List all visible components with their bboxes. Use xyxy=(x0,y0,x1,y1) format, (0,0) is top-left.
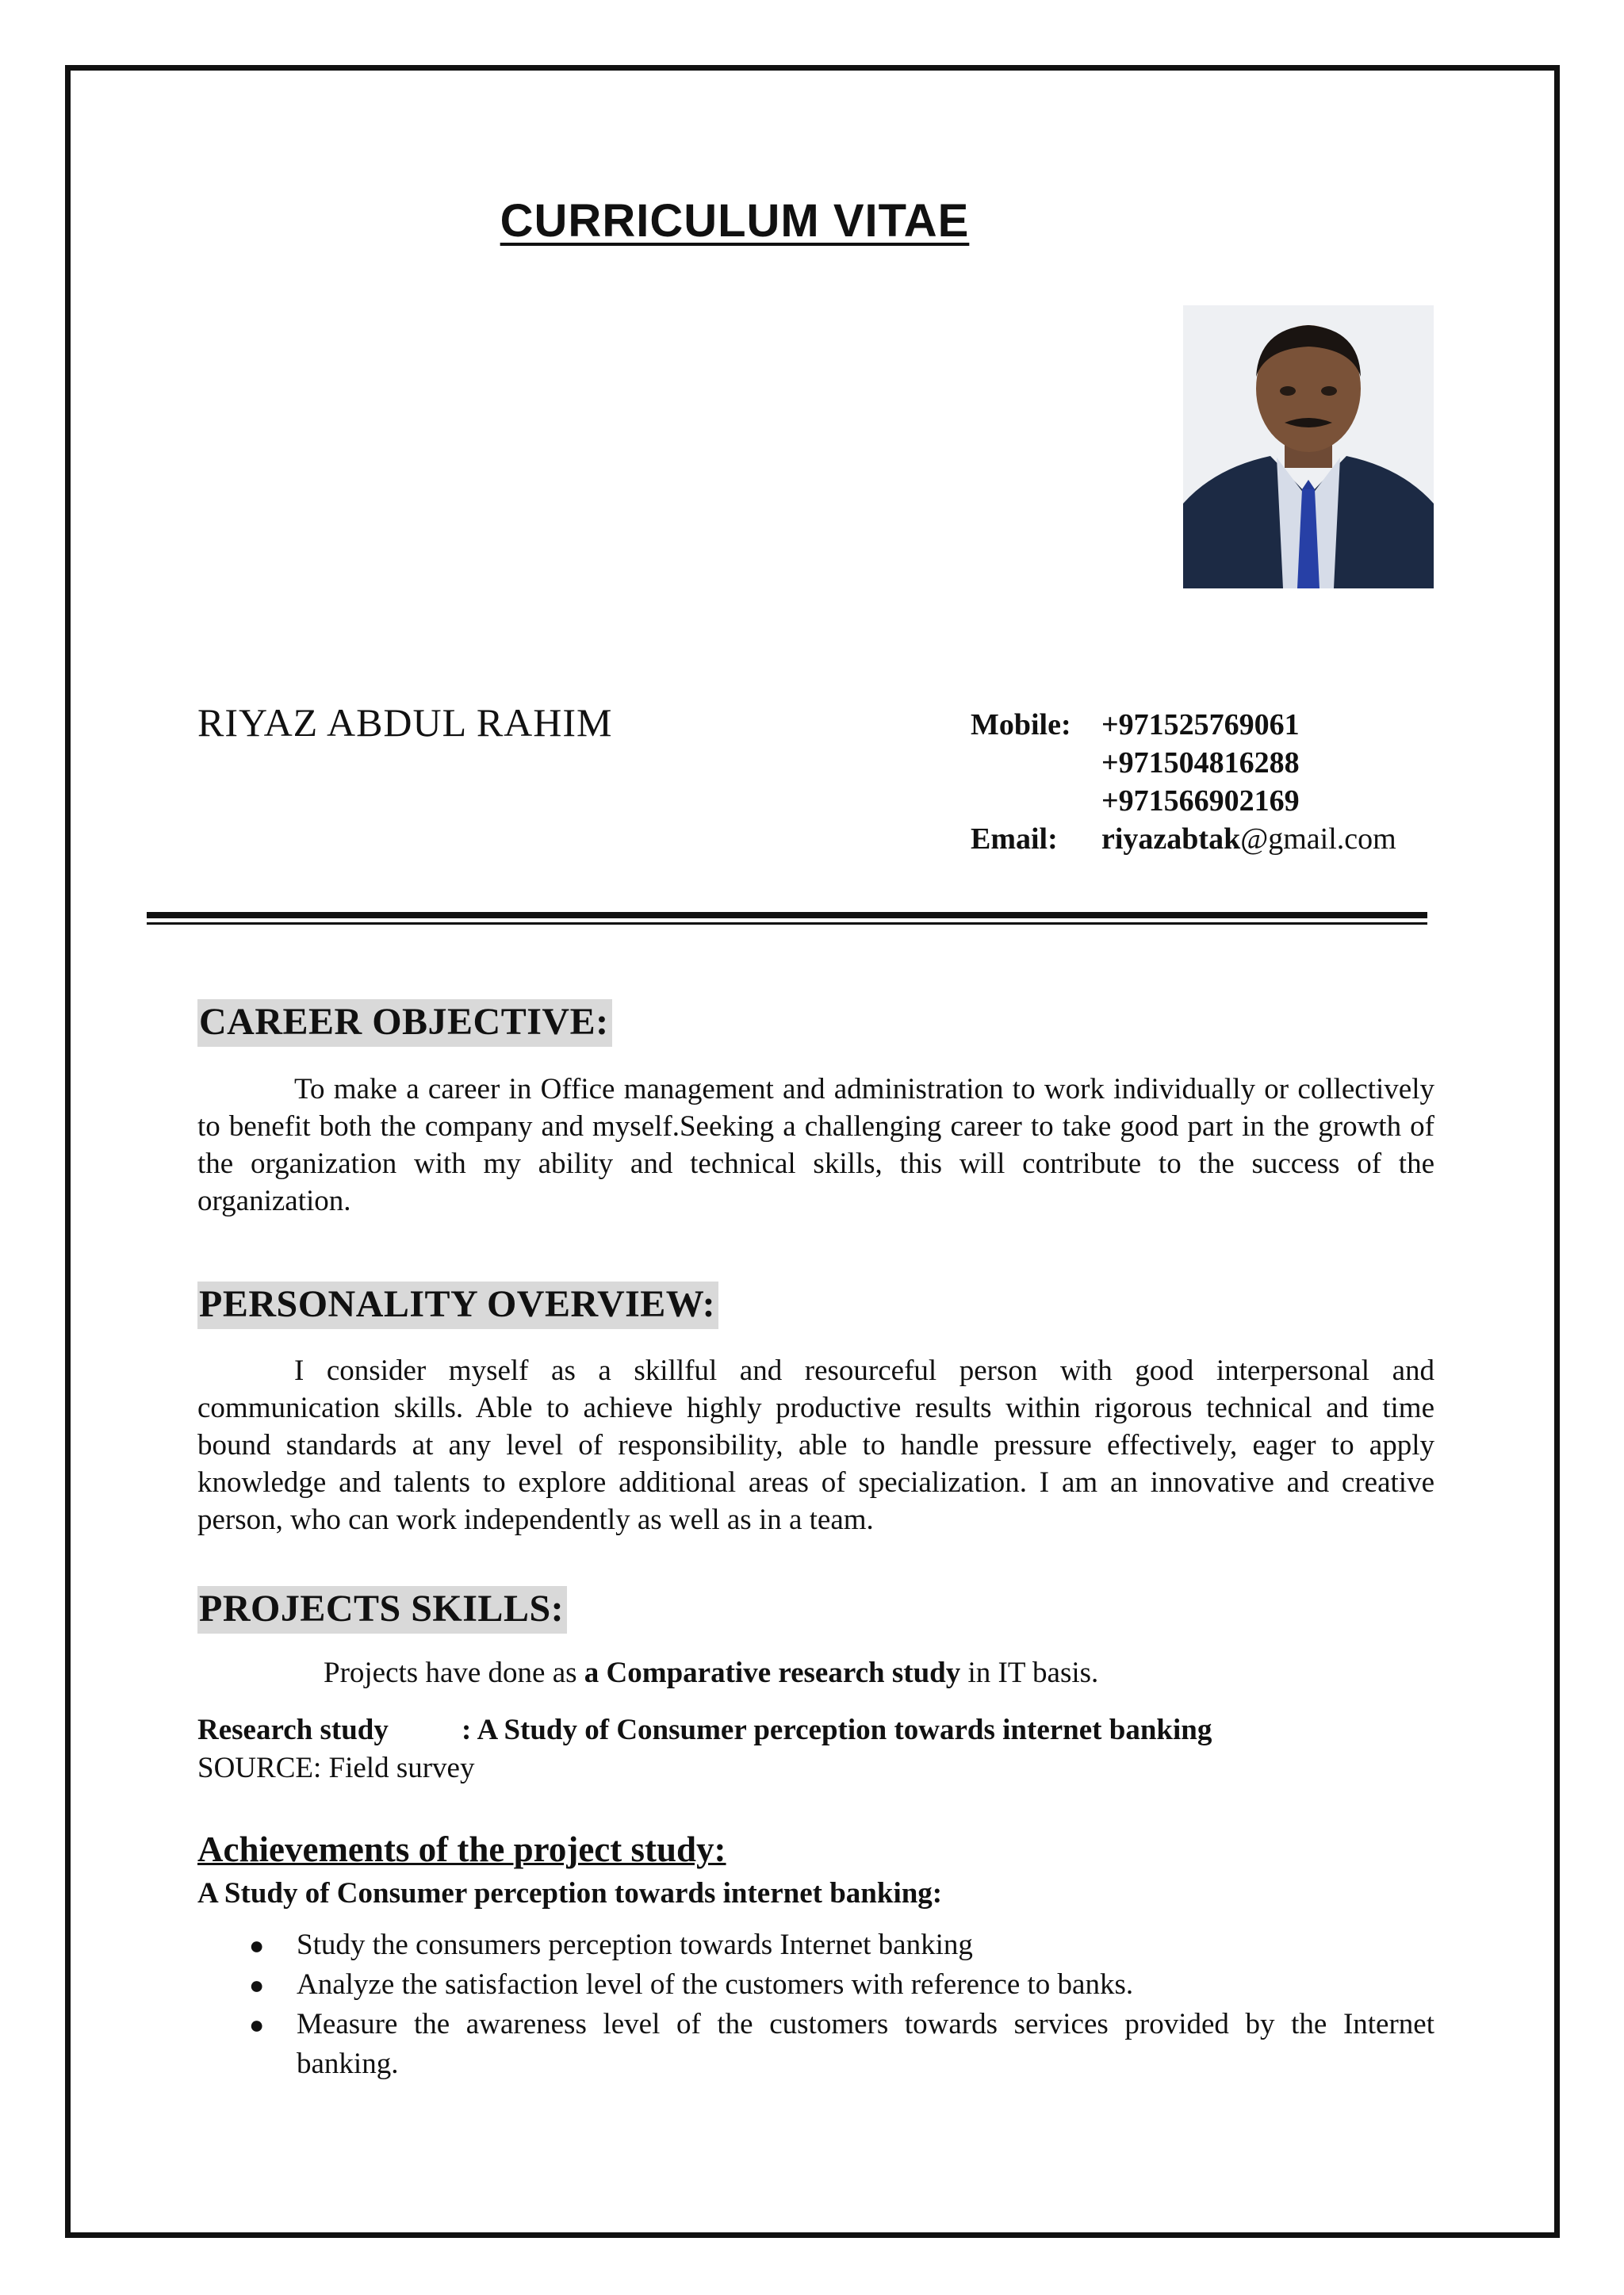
divider-thin xyxy=(147,922,1427,925)
list-item xyxy=(197,1925,1434,1965)
email-user: riyazabtak xyxy=(1101,822,1241,856)
achievement-text: Analyze the satisfaction level of the customers with reference to banks. xyxy=(297,1968,1134,2001)
list-item xyxy=(197,2005,1434,2084)
achievements-heading: Achievements of the project study: xyxy=(197,1829,726,1869)
achievement-text: Measure the awareness level of the customers towards services provided by the Internet banking. xyxy=(297,2008,1434,2080)
achievement-text: Study the consumers perception towards Internet banking xyxy=(297,1929,973,1961)
email-label: Email: xyxy=(971,822,1058,856)
email-domain: @gmail.com xyxy=(1240,822,1396,856)
bullet-icon: ● xyxy=(249,1971,265,1999)
list-item xyxy=(197,1965,1434,2005)
projects-bold: a Comparative research study xyxy=(584,1657,961,1689)
projects-suffix: in IT basis. xyxy=(960,1657,1099,1689)
career-objective-text xyxy=(197,1071,1434,1220)
personality-overview-body: I consider myself as a skillful and resourceful person with good interpersonal and communication skills. Able to achieve highly productive results within rigorous technical and time bound standards at any level of responsibility, able to handle pressure effectively, eager to apply knowledge and talents to explore additional areas of specialization. I am an innovative and creative person, who can work independently as well as in a team. xyxy=(197,1354,1434,1536)
achievements-list xyxy=(197,1925,1434,2084)
divider-thick xyxy=(147,912,1427,918)
candidate-name: RIYAZ ABDUL RAHIM xyxy=(197,700,613,745)
mobile-label: Mobile: xyxy=(971,708,1071,741)
career-objective-body: To make a career in Office management and administration to work individually or collectively to benefit both the company and myself.Seeking a challenging career to take good part in the growth of the organization with my ability and technical skills, this will contribute to the success of the organization. xyxy=(197,1073,1434,1217)
career-objective-heading: CAREER OBJECTIVE: xyxy=(197,999,612,1047)
contact-block xyxy=(971,706,1396,858)
mobile-number: +971525769061 xyxy=(1101,708,1300,741)
personality-overview-text xyxy=(197,1352,1434,1538)
projects-skills-heading: PROJECTS SKILLS: xyxy=(197,1586,567,1634)
research-study-label: Research study xyxy=(197,1714,389,1746)
page-title: CURRICULUM VITAE xyxy=(500,195,970,247)
projects-line xyxy=(324,1656,1098,1690)
mobile-number: +971566902169 xyxy=(1101,784,1300,818)
personality-overview-heading: PERSONALITY OVERVIEW: xyxy=(197,1282,718,1329)
bullet-icon: ● xyxy=(249,2010,265,2039)
mobile-number: +971504816288 xyxy=(1101,746,1300,780)
profile-photo xyxy=(1183,305,1434,588)
achievements-subheading: A Study of Consumer perception towards internet banking: xyxy=(197,1877,943,1910)
projects-prefix: Projects have done as xyxy=(324,1657,584,1689)
email-address[interactable] xyxy=(1101,820,1396,858)
research-study-value: : A Study of Consumer perception towards internet banking xyxy=(462,1714,1212,1746)
research-source: SOURCE: Field survey xyxy=(197,1752,475,1784)
bullet-icon: ● xyxy=(249,1931,265,1960)
research-study-block xyxy=(197,1711,1212,1787)
